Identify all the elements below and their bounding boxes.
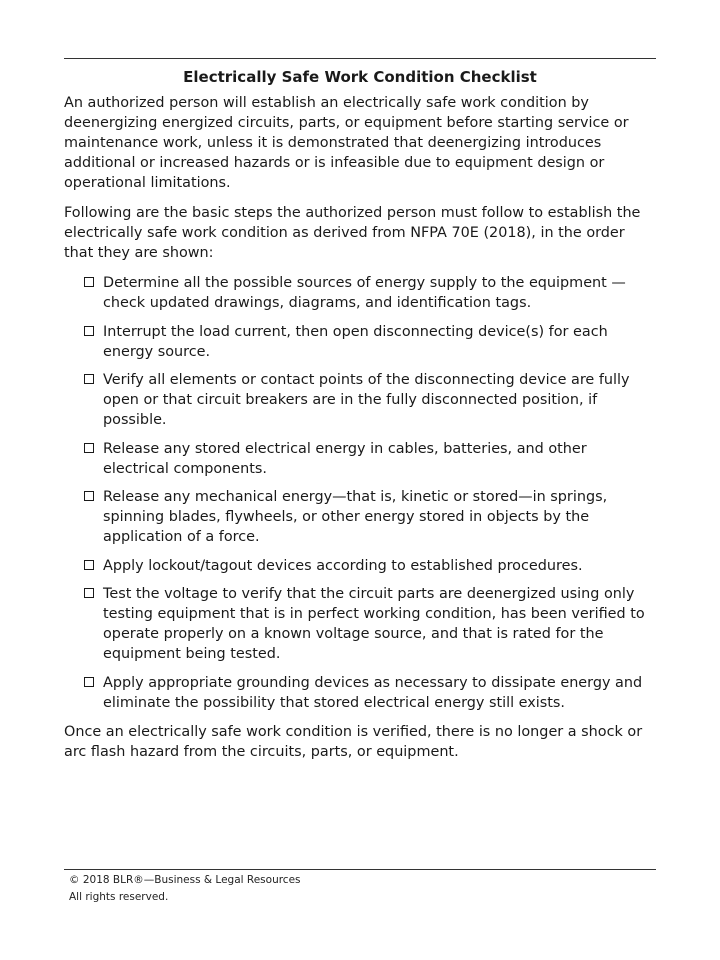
checklist-item [84,556,656,576]
checklist-item [84,487,656,547]
checklist-item-text: Test the voltage to verify that the circuit parts are deenergized using only testing equipment that is in perfect working condition, has been verified to operate properly on a known voltage source, and that is rated for the equipment being tested. [103,586,645,662]
intro-paragraph: An authorized person will establish an electrically safe work condition by deenergizing energized circuits, parts, or equipment before starting service or maintenance work, unless it is demonstrated that deenergizing introduces additional or increased hazards or is infeasible due to equipment design or operational limitations. [64,95,629,191]
page-footer [64,869,656,906]
checklist-item-text: Determine all the possible sources of energy supply to the equipment —check updated drawings, diagrams, and identification tags. [103,275,626,311]
rights-text: All rights reserved. [69,891,169,903]
checklist-item-text: Verify all elements or contact points of the disconnecting device are fully open or that circuit breakers are in the fully disconnected position, if possible. [103,372,630,428]
steps-intro-paragraph: Following are the basic steps the authorized person must follow to establish the electrically safe work condition as derived from NFPA 70E (2018), in the order that they are shown: [64,205,641,261]
checklist-item [84,439,656,479]
checkbox[interactable] [84,374,94,384]
checklist-item-text: Apply lockout/tagout devices according to established procedures. [103,557,583,574]
checkbox[interactable] [84,588,94,598]
checklist-item-text: Interrupt the load current, then open disconnecting device(s) for each energy source. [103,323,608,360]
checklist-item-text: Release any stored electrical energy in cables, batteries, and other electrical components. [103,440,587,477]
checkbox[interactable] [84,560,94,570]
copyright-text: © 2018 BLR®—Business & Legal Resources [69,874,301,886]
document-page [64,58,656,772]
checklist-item-text: Apply appropriate grounding devices as necessary to dissipate energy and eliminate the possibility that stored electrical energy still exists. [103,674,643,711]
checkbox[interactable] [84,677,94,687]
checkbox[interactable] [84,277,94,287]
checklist-item [84,584,656,664]
checklist-item [84,370,656,430]
checklist-item [84,273,656,313]
checklist-item [84,322,656,362]
document-title: Electrically Safe Work Condition Checklist [183,68,537,86]
checklist-item-text: Release any mechanical energy—that is, kinetic or stored—in springs, spinning blades, flywheels, or other energy stored in objects by the application of a force. [103,489,608,545]
checkbox[interactable] [84,443,94,453]
closing-paragraph: Once an electrically safe work condition is verified, there is no longer a shock or arc flash hazard from the circuits, parts, or equipment. [64,723,643,760]
checklist [64,273,656,713]
top-divider [64,58,656,59]
checklist-item [84,673,656,713]
checkbox[interactable] [84,491,94,501]
footer-divider [64,869,656,870]
checkbox[interactable] [84,326,94,336]
